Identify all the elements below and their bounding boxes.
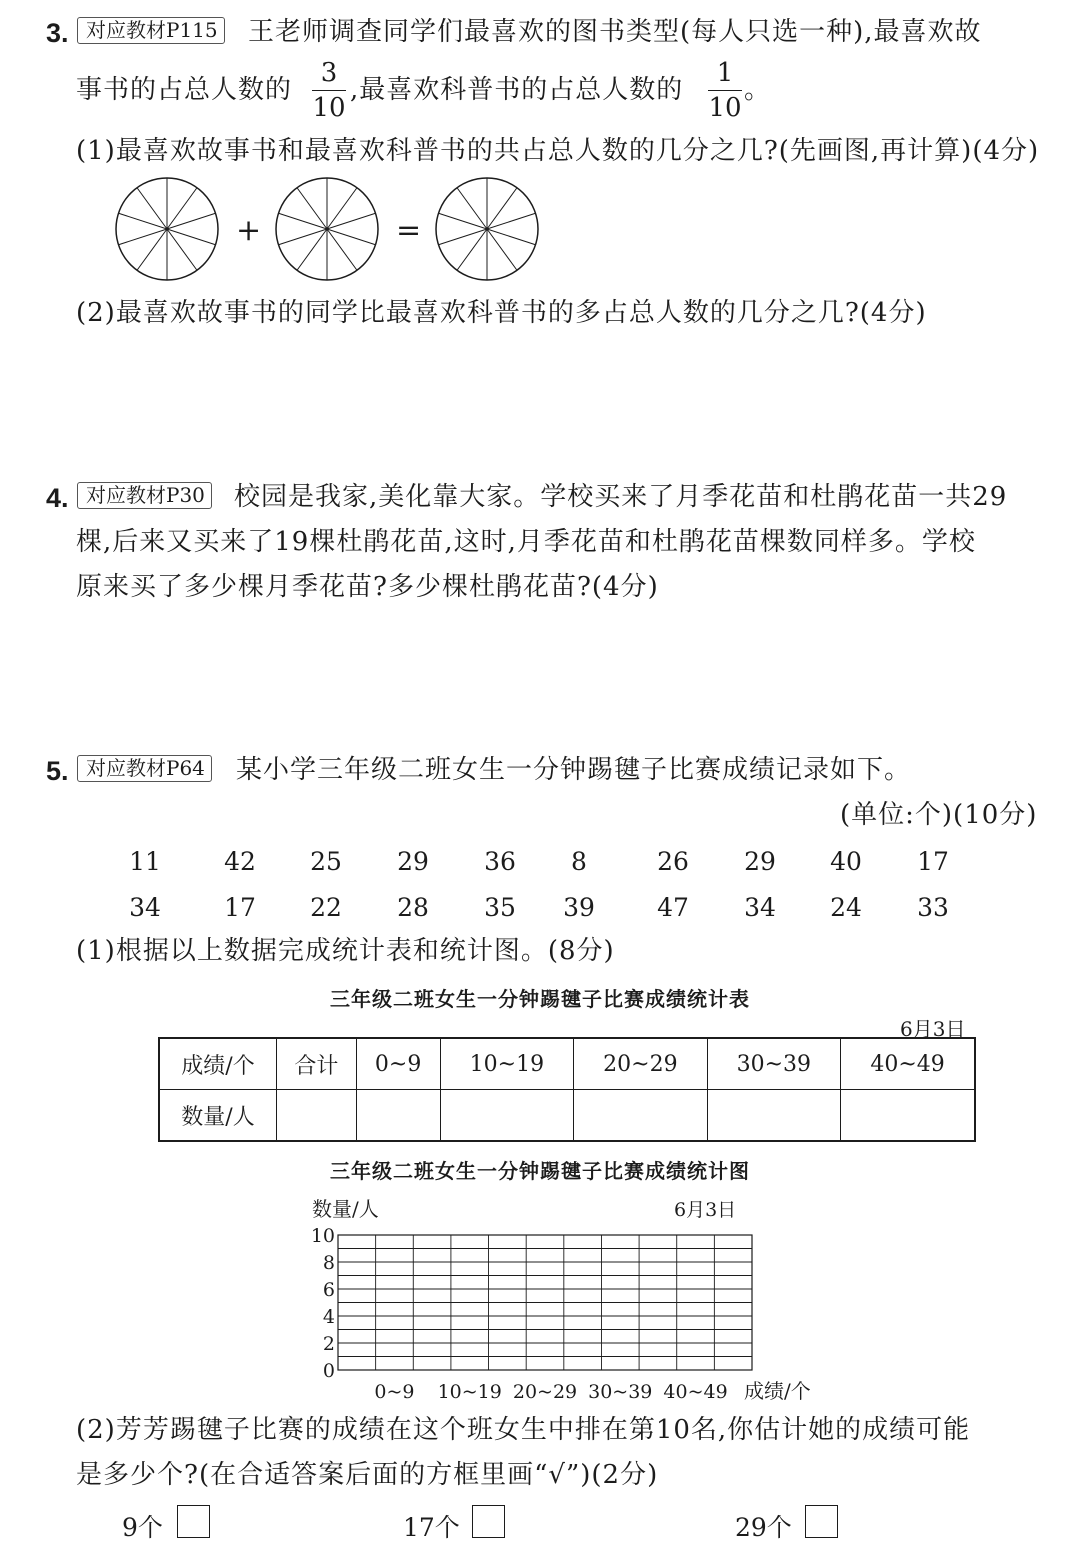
question-4-line-2: 棵,后来又买来了19棵杜鹃花苗,这时,月季花苗和杜鹃花苗棵数同样多。学校 (76, 527, 976, 557)
sector-divider (457, 188, 487, 229)
sector-divider (327, 188, 357, 229)
score-value: 26 (657, 847, 689, 876)
table-header-cell: 20~29 (574, 1038, 707, 1090)
table-date: 6月3日 (900, 1017, 966, 1041)
x-tick-label: 10~19 (437, 1381, 502, 1403)
answer-cell-0-9[interactable] (356, 1090, 440, 1142)
table-title: 三年级二班女生一分钟踢毽子比赛成绩统计表 (330, 987, 750, 1011)
question-3-line-2-end: 。 (744, 75, 772, 105)
x-tick-label: 20~29 (512, 1381, 578, 1403)
question-5-textbook-tag: 对应教材P64 (77, 755, 212, 782)
score-value: 40 (830, 847, 862, 876)
score-value: 22 (310, 893, 342, 922)
question-4-line-1: 校园是我家,美化靠大家。学校买来了月季花苗和杜鹃花苗一共29 (234, 482, 1008, 512)
y-tick-label: 6 (322, 1279, 335, 1301)
x-tick-label: 40~49 (663, 1381, 728, 1403)
score-value: 42 (224, 847, 256, 876)
question-4-line-3: 原来买了多少棵月季花苗?多少棵杜鹃花苗?(4分) (76, 572, 659, 602)
answer-checkbox-29[interactable] (805, 1505, 838, 1538)
fraction-numerator: 3 (320, 58, 338, 88)
fraction-one-tenth (708, 60, 742, 121)
sector-divider (457, 229, 487, 270)
y-tick-label: 10 (310, 1225, 335, 1247)
table-header-row (159, 1038, 975, 1090)
score-value: 8 (571, 847, 587, 876)
sector-divider (297, 188, 327, 229)
table-header-cell: 40~49 (841, 1038, 975, 1090)
fraction-numerator: 1 (716, 58, 734, 88)
bar-chart-grid[interactable] (290, 1190, 850, 1405)
fraction-circle-3 (436, 178, 538, 280)
sector-divider (327, 229, 357, 270)
score-value: 33 (917, 893, 949, 922)
answer-cell-20-29[interactable] (574, 1090, 707, 1142)
score-value: 34 (744, 893, 776, 922)
answer-checkbox-9[interactable] (177, 1505, 210, 1538)
sector-divider (487, 213, 536, 229)
fraction-circle-2 (276, 178, 378, 280)
sector-divider (278, 213, 327, 229)
question-4-textbook-tag: 对应教材P30 (77, 482, 212, 509)
question-3-sub-1: (1)最喜欢故事书和最喜欢科普书的共占总人数的几分之几?(先画图,再计算)(4分) (76, 136, 1040, 166)
question-3-line-1: 王老师调查同学们最喜欢的图书类型(每人只选一种),最喜欢故 (248, 17, 982, 47)
score-value: 29 (397, 847, 429, 876)
sector-divider (118, 229, 167, 245)
y-tick-label: 4 (322, 1306, 335, 1328)
y-tick-label: 8 (322, 1252, 335, 1274)
sector-divider (118, 213, 167, 229)
table-header-cell: 0~9 (356, 1038, 440, 1090)
fraction-denominator: 10 (312, 93, 346, 123)
score-value: 28 (397, 893, 429, 922)
table-header-cell: 30~39 (707, 1038, 840, 1090)
table-header-cell: 10~19 (440, 1038, 573, 1090)
question-3-line-2b: ,最喜欢科普书的占总人数的 (350, 75, 684, 105)
question-5-line-1: 某小学三年级二班女生一分钟踢毽子比赛成绩记录如下。 (236, 755, 912, 785)
question-5-sub-1: (1)根据以上数据完成统计表和统计图。(8分) (76, 936, 615, 966)
question-3-textbook-tag: 对应教材P115 (77, 17, 225, 44)
score-value: 17 (224, 893, 256, 922)
question-4-number: 4. (46, 483, 69, 513)
x-tick-label: 0~9 (374, 1381, 415, 1403)
chart-date: 6月3日 (674, 1199, 737, 1221)
sector-divider (167, 213, 216, 229)
table-row-label: 数量/人 (159, 1090, 277, 1142)
y-axis-label: 数量/人 (312, 1197, 379, 1221)
score-value: 35 (484, 893, 516, 922)
chart-title: 三年级二班女生一分钟踢毽子比赛成绩统计图 (330, 1159, 750, 1183)
fraction-circles-diagram (100, 172, 560, 292)
answer-cell-30-39[interactable] (707, 1090, 840, 1142)
score-value: 17 (917, 847, 949, 876)
sector-divider (137, 188, 167, 229)
answer-cell-total[interactable] (277, 1090, 357, 1142)
table-header-cell: 合计 (277, 1038, 357, 1090)
sector-divider (297, 229, 327, 270)
sector-divider (167, 229, 216, 245)
sector-divider (487, 229, 517, 270)
unit-note: (单位:个)(10分) (840, 800, 1038, 830)
table-header-cell: 成绩/个 (159, 1038, 277, 1090)
option-label-29: 29个 (735, 1513, 792, 1542)
score-value: 36 (484, 847, 516, 876)
question-5-sub-2-line-2: 是多少个?(在合适答案后面的方框里画“√”)(2分) (76, 1460, 659, 1490)
sector-divider (487, 229, 536, 245)
sector-divider (438, 213, 487, 229)
score-value: 25 (310, 847, 342, 876)
sector-divider (167, 188, 197, 229)
question-3-number: 3. (46, 18, 69, 48)
sector-divider (487, 188, 517, 229)
fraction-denominator: 10 (708, 93, 742, 123)
x-tick-label: 30~39 (588, 1381, 653, 1403)
answer-cell-10-19[interactable] (440, 1090, 573, 1142)
question-3-line-2a: 事书的占总人数的 (76, 75, 293, 105)
statistics-table (158, 1037, 976, 1142)
sector-divider (137, 229, 167, 270)
plus-sign: + (236, 213, 262, 248)
y-tick-label: 2 (322, 1333, 335, 1355)
table-row (159, 1090, 975, 1142)
answer-cell-40-49[interactable] (841, 1090, 975, 1142)
score-value: 47 (657, 893, 689, 922)
sector-divider (167, 229, 197, 270)
score-value: 34 (129, 893, 161, 922)
x-axis-label: 成绩/个 (744, 1379, 811, 1403)
option-label-17: 17个 (403, 1513, 460, 1542)
score-value: 29 (744, 847, 776, 876)
answer-checkbox-17[interactable] (472, 1505, 505, 1538)
y-tick-label: 0 (322, 1360, 335, 1382)
equals-sign: = (396, 213, 422, 248)
sector-divider (438, 229, 487, 245)
sector-divider (327, 229, 376, 245)
score-value: 11 (129, 847, 161, 876)
option-label-9: 9个 (122, 1513, 163, 1542)
score-value: 39 (563, 893, 595, 922)
question-3-sub-2: (2)最喜欢故事书的同学比最喜欢科普书的多占总人数的几分之几?(4分) (76, 298, 927, 328)
fraction-three-tenths (312, 60, 346, 121)
question-5-number: 5. (46, 756, 69, 786)
sector-divider (327, 213, 376, 229)
question-5-sub-2-line-1: (2)芳芳踢毽子比赛的成绩在这个班女生中排在第10名,你估计她的成绩可能 (76, 1415, 971, 1445)
sector-divider (278, 229, 327, 245)
score-value: 24 (830, 893, 862, 922)
fraction-circle-1 (116, 178, 218, 280)
